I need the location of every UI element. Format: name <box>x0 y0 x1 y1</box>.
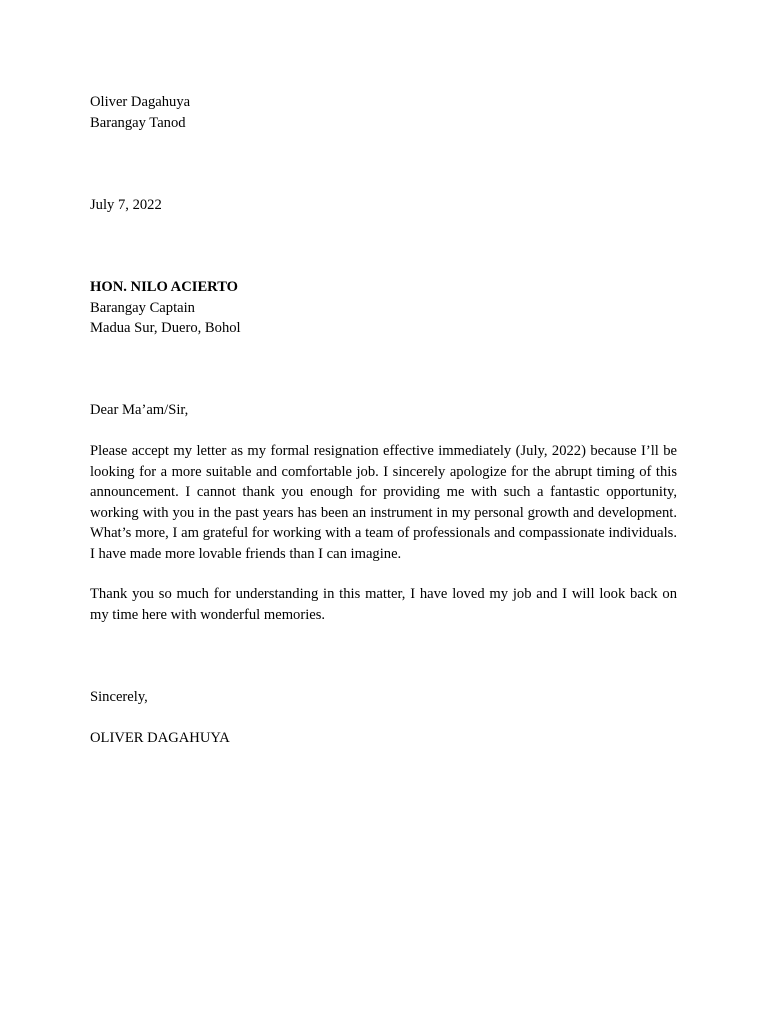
body-paragraph-2: Thank you so much for understanding in this matter, I have loved my job and I will look back on my time here with wonderful memories. <box>90 586 677 623</box>
closing: Sincerely, <box>90 689 148 705</box>
recipient-position: Barangay Captain <box>90 299 195 316</box>
sender-name: Oliver Dagahuya <box>90 94 191 110</box>
letter-date: July 7, 2022 <box>90 197 162 213</box>
salutation: Dear Ma’am/Sir, <box>90 402 189 418</box>
recipient-block <box>90 277 677 339</box>
signature-name: OLIVER DAGAHUYA <box>90 730 230 746</box>
recipient-address: Madua Sur, Duero, Bohol <box>90 320 241 336</box>
recipient-name: HON. NILO ACIERTO <box>90 279 239 295</box>
sender-position: Barangay Tanod <box>90 114 186 131</box>
sender-block <box>90 92 677 133</box>
body-paragraph-1: Please accept my letter as my formal resignation effective immediately (July, 2022) because I’ll be looking for a more suitable and comfortable job. I sincerely apologize for the abrupt timing of this announcement. I cannot thank you enough for providing me with such a fantastic opportunity, working with you in the past years has been an instrument in my personal growth and development. What’s more, I am grateful for working with a team of professionals and compassionate individuals. I have made more lovable friends than I can imagine. <box>90 443 677 562</box>
